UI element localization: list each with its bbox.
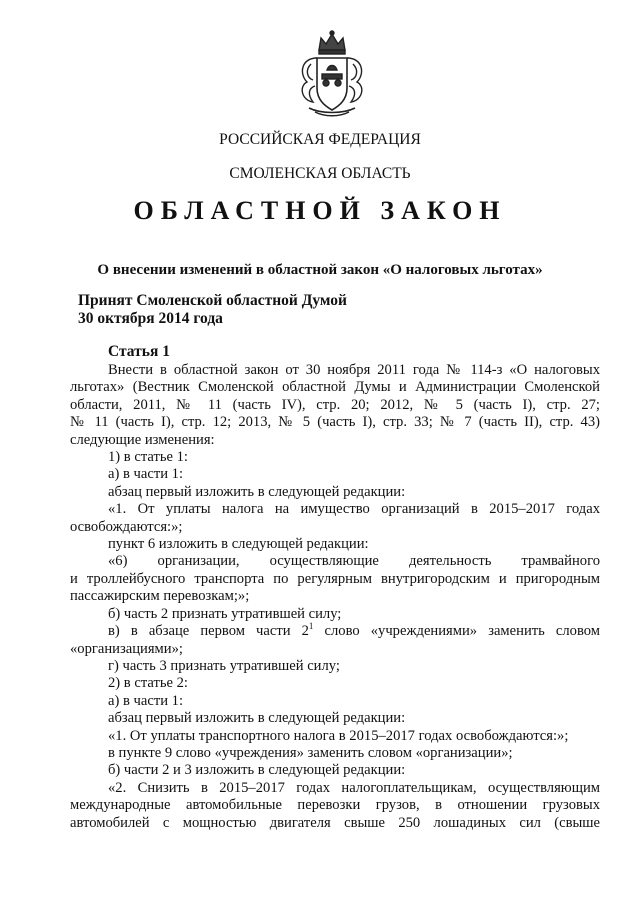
body-line: пассажирским перевозкам;»; — [70, 588, 250, 605]
body-line: 1) в статье 1: — [108, 449, 188, 466]
body-line: абзац первый изложить в следующей редакции: — [108, 710, 406, 727]
body-line: № 11 (часть I), стр. 12; 2013, № 5 (часть I), стр. 33; № 7 (часть II), стр. 43) — [70, 414, 600, 431]
body-line-part: слово «учреждениями» заменить словом — [313, 623, 600, 640]
law-subject: О внесении изменений в областной закон «О налоговых льготах» — [97, 262, 543, 278]
adoption-date: 30 октября 2014 года — [78, 310, 223, 327]
body-line: автомобилей с мощностью двигателя свыше 250 лошадиных сил (свыше — [70, 814, 600, 831]
body-line: в пункте 9 слово «учреждения» заменить словом «организации»; — [108, 744, 513, 761]
body-line: пункт 6 изложить в следующей редакции: — [108, 536, 369, 553]
body-line: «1. От уплаты транспортного налога в 2015–2017 годах освобождаются:»; — [108, 727, 569, 744]
body-line: а) в части 1: — [108, 692, 184, 709]
body-line: «6) организации, осуществляющие деятельность трамвайного — [108, 553, 600, 570]
body-line: Внести в областной закон от 30 ноября 2011 года № 114-з «О налоговых — [108, 362, 600, 378]
region-heading: СМОЛЕНСКАЯ ОБЛАСТЬ — [229, 165, 411, 182]
body-line: б) часть 2 признать утратившей силу; — [108, 605, 342, 622]
body-line: а) в части 1: — [108, 466, 184, 483]
federation-heading: РОССИЙСКАЯ ФЕДЕРАЦИЯ — [219, 131, 421, 148]
body-line: б) части 2 и 3 изложить в следующей редакции: — [108, 762, 406, 779]
body-line — [70, 623, 600, 640]
body-line: международные автомобильные перевозки грузов, в отношении грузовых — [70, 797, 600, 814]
body-line: и троллейбусного транспорта по регулярным внутригородским и пригородным — [70, 570, 600, 587]
body-line: «организациями»; — [70, 640, 183, 657]
body-line: следующие изменения: — [70, 431, 215, 448]
article-title: Статья 1 — [108, 343, 170, 360]
body-line: 2) в статье 2: — [108, 675, 188, 692]
body-line: г) часть 3 признать утратившей силу; — [108, 657, 340, 674]
coat-of-arms-emblem — [293, 28, 371, 120]
body-line: освобождаются:»; — [70, 518, 183, 535]
document-type-title: ОБЛАСТНОЙ ЗАКОН — [133, 196, 507, 225]
body-line: «1. От уплаты налога на имущество организаций в 2015–2017 годах — [108, 501, 600, 518]
body-line-part: в) в абзаце первом части 2 — [108, 623, 309, 640]
superscript-mark: 1 — [308, 621, 314, 632]
adoption-info — [78, 292, 347, 328]
body-line: абзац первый изложить в следующей редакции: — [108, 483, 406, 500]
body-line: льготах» (Вестник Смоленской областной Думы и Администрации Смоленской — [70, 379, 600, 396]
body-line: «2. Снизить в 2015–2017 годах налогоплательщикам, осуществляющим — [108, 779, 600, 796]
body-line: области, 2011, № 11 (часть IV), стр. 20; 2012, № 5 (часть I), стр. 27; — [70, 396, 600, 413]
article-body — [70, 362, 600, 832]
adoption-line-1: Принят Смоленской областной Думой — [78, 292, 347, 309]
